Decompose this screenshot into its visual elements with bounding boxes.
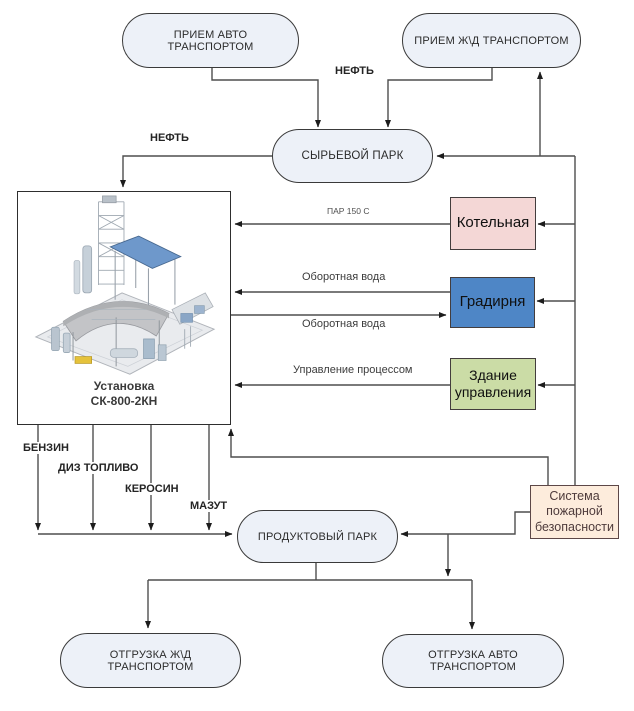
- node-shipping-auto-transport: [382, 634, 564, 688]
- node-control-building: [450, 358, 536, 410]
- edge-label-circulating-water-in: Оборотная вода: [302, 318, 386, 330]
- node-label: Здание управления: [454, 366, 532, 400]
- edge-label-oil-top: НЕФТЬ: [335, 65, 374, 77]
- node-plant-unit: [17, 191, 231, 425]
- edge-label-circulating-water-out: Оборотная вода: [302, 271, 386, 283]
- node-label: Котельная: [456, 214, 530, 232]
- edge-label-kerosene: КЕРОСИН: [125, 483, 179, 495]
- node-label: Система пожарной безопасности: [534, 488, 615, 534]
- edge-label-oil-left: НЕФТЬ: [150, 132, 189, 144]
- node-label: ОТГРУЗКА АВТО ТРАНСПОРТОМ: [428, 649, 518, 673]
- node-boiler-house: [450, 197, 536, 250]
- node-label: Градирня: [459, 293, 526, 311]
- node-reception-auto-transport: [122, 13, 299, 68]
- edge-label-gasoline: БЕНЗИН: [23, 442, 69, 454]
- plant-caption-line2: СК-800-2КН: [90, 394, 158, 409]
- node-label: ПРОДУКТОВЫЙ ПАРК: [257, 530, 378, 543]
- node-label: ПРИЕМ Ж\Д ТРАНСПОРТОМ: [414, 34, 569, 47]
- plant-caption: [18, 379, 230, 410]
- node-label: ОТГРУЗКА Ж\Д ТРАНСПОРТОМ: [107, 648, 194, 673]
- node-product-park: [237, 510, 398, 563]
- node-fire-safety-system: [530, 485, 619, 539]
- plant-3d-image: [18, 192, 228, 384]
- node-label: СЫРЬЕВОЙ ПАРК: [301, 150, 404, 162]
- edge-label-fuel-oil: МАЗУТ: [190, 500, 228, 512]
- plant-caption-line1: Установка: [93, 378, 155, 393]
- edge-label-process-control: Управление процессом: [293, 364, 413, 376]
- node-label: ПРИЕМ АВТО ТРАНСПОРТОМ: [167, 28, 254, 53]
- node-reception-rail-transport: [402, 13, 581, 68]
- edge-label-diesel-fuel: ДИЗ ТОПЛИВО: [58, 462, 139, 474]
- node-raw-material-park: [272, 129, 433, 183]
- edge-label-steam-150c: ПАР 150 С: [327, 206, 370, 216]
- node-cooling-tower: [450, 277, 535, 328]
- node-shipping-rail-transport: [60, 633, 241, 688]
